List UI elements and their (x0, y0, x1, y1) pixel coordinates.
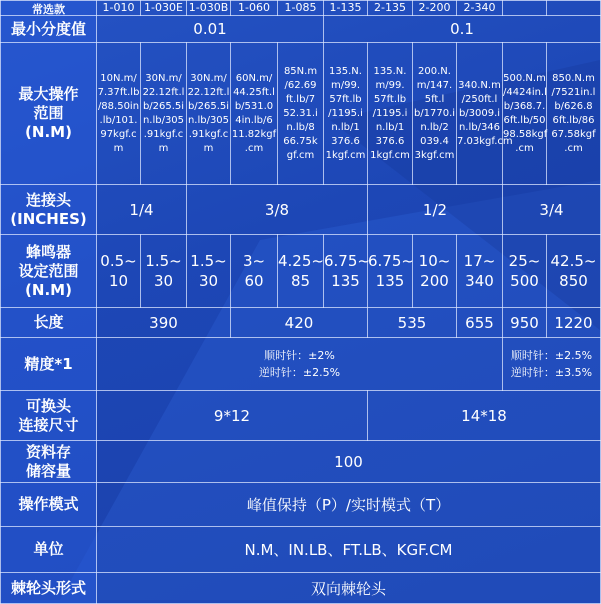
max-range-cell: 500.N.m /4424in.l b/368.7. 6ft.lb/50 98.58kgf .cm (503, 43, 547, 185)
buzzer-cell: 6.75~ 135 (368, 235, 413, 308)
model-cell: 2-340 (457, 1, 503, 16)
max-range-cell: 340.N.m /250ft.l b/3009.i n.lb/346 7.03kgf.cm (457, 43, 503, 185)
row-label: 操作模式 (1, 483, 97, 527)
interchangeable-value: 14*18 (368, 391, 601, 441)
buzzer-cell: 17~ 340 (457, 235, 503, 308)
ratchet-value: 双向棘轮头 (97, 573, 601, 604)
row-unit (1, 527, 601, 573)
buzzer-cell: 3~ 60 (231, 235, 278, 308)
header-label: 常选款 (1, 1, 97, 16)
buzzer-cell: 6.75~ 135 (324, 235, 368, 308)
row-accuracy (1, 338, 601, 391)
buzzer-cell: 10~ 200 (413, 235, 457, 308)
accuracy-standard: 顺时针：±2% 逆时针：±2.5% (97, 338, 503, 391)
row-ratchet (1, 573, 601, 604)
unit-value: N.M、IN.LB、FT.LB、KGF.CM (97, 527, 601, 573)
connector-value: 1/4 (97, 185, 187, 235)
row-label: 可换头 连接尺寸 (1, 391, 97, 441)
connector-value: 3/8 (187, 185, 368, 235)
row-label: 资料存 储容量 (1, 441, 97, 483)
row-label: 最大操作 范围 (N.M) (1, 43, 97, 185)
mode-value: 峰值保持（P）/实时模式（T） (97, 483, 601, 527)
model-cell: 1-010 (97, 1, 141, 16)
row-length (1, 308, 601, 338)
max-range-cell: 135.N. m/99. 57ft.lb /1195.i n.lb/1 376.6 1kgf.cm (324, 43, 368, 185)
model-cell: 1-030E (141, 1, 187, 16)
buzzer-cell: 42.5~ 850 (547, 235, 601, 308)
row-label: 单位 (1, 527, 97, 573)
row-label: 棘轮头形式 (1, 573, 97, 604)
row-label: 最小分度值 (1, 16, 97, 43)
buzzer-cell: 25~ 500 (503, 235, 547, 308)
row-connector (1, 185, 601, 235)
length-value: 420 (231, 308, 368, 338)
model-cell-empty (547, 1, 601, 16)
row-label: 连接头 (INCHES) (1, 185, 97, 235)
connector-value: 1/2 (368, 185, 503, 235)
model-cell-empty (503, 1, 547, 16)
max-range-cell: 60N.m/ 44.25ft.l b/531.0 4in.lb/6 11.82kgf .cm (231, 43, 278, 185)
max-range-cell: 10N.m/ 7.37ft.lb /88.50in .lb/101. 97kgf.c m (97, 43, 141, 185)
row-buzzer (1, 235, 601, 308)
storage-value: 100 (97, 441, 601, 483)
max-range-cell: 30N.m/ 22.12ft.l b/265.5i n.lb/305 .91kgf.c m (187, 43, 231, 185)
row-interchangeable (1, 391, 601, 441)
buzzer-cell: 1.5~ 30 (187, 235, 231, 308)
buzzer-cell: 0.5~ 10 (97, 235, 141, 308)
model-cell: 1-135 (324, 1, 368, 16)
row-max-range (1, 43, 601, 185)
accuracy-large: 顺时针：±2.5% 逆时针：±3.5% (503, 338, 601, 391)
row-mode (1, 483, 601, 527)
length-value: 535 (368, 308, 457, 338)
row-min-division (1, 16, 601, 43)
max-range-cell: 30N.m/ 22.12ft.l b/265.5i n.lb/305 .91kgf.c m (141, 43, 187, 185)
min-division-value: 0.01 (97, 16, 324, 43)
buzzer-cell: 1.5~ 30 (141, 235, 187, 308)
model-cell: 1-030B (187, 1, 231, 16)
length-value: 655 (457, 308, 503, 338)
header-row (1, 1, 601, 16)
model-cell: 2-200 (413, 1, 457, 16)
max-range-cell: 135.N. m/99. 57ft.lb /1195.i n.lb/1 376.6 1kgf.cm (368, 43, 413, 185)
row-label: 长度 (1, 308, 97, 338)
min-division-value: 0.1 (324, 16, 601, 43)
length-value: 390 (97, 308, 231, 338)
length-value: 1220 (547, 308, 601, 338)
model-cell: 1-085 (278, 1, 324, 16)
row-storage (1, 441, 601, 483)
max-range-cell: 850.N.m /7521in.l b/626.8 6ft.lb/86 67.58kgf .cm (547, 43, 601, 185)
interchangeable-value: 9*12 (97, 391, 368, 441)
max-range-cell: 85N.m /62.69 ft.lb/7 52.31.i n.lb/8 66.75k gf.cm (278, 43, 324, 185)
max-range-cell: 200.N. m/147. 5ft.l b/1770.i n.lb/2 039.4 3kgf.cm (413, 43, 457, 185)
length-value: 950 (503, 308, 547, 338)
model-cell: 1-060 (231, 1, 278, 16)
buzzer-cell: 4.25~ 85 (278, 235, 324, 308)
row-label: 蜂鸣器 设定范围 (N.M) (1, 235, 97, 308)
row-label: 精度*1 (1, 338, 97, 391)
connector-value: 3/4 (503, 185, 601, 235)
model-cell: 2-135 (368, 1, 413, 16)
